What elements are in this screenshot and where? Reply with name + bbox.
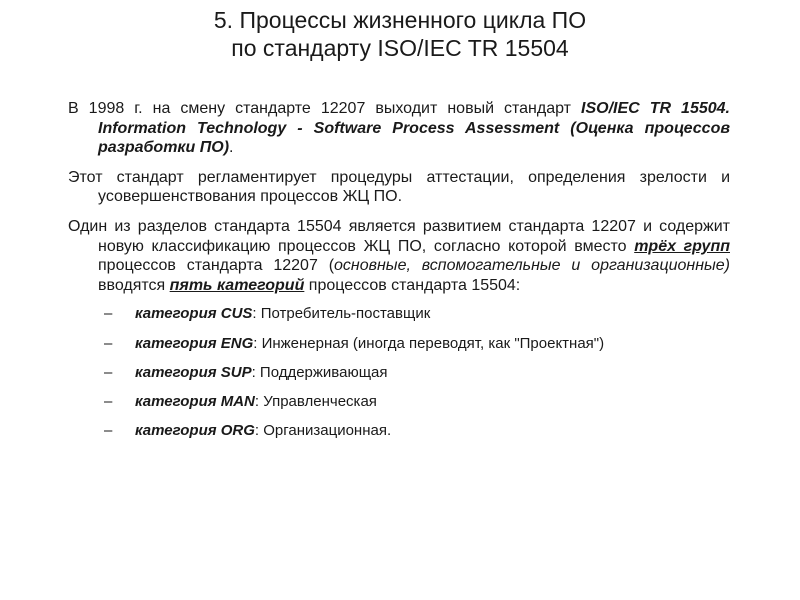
paragraph-3-text-d: процессов стандарта 15504: [304,276,521,294]
list-item-sup [104,364,730,382]
category-description: : Потребитель-поставщик [252,305,431,323]
group-names-italic: основные, вспомогательные и организационные) [334,257,730,275]
category-label: категория MAN [135,392,255,410]
five-categories-emphasis: пять категорий [169,276,305,294]
paragraph-3-text-a: Один из разделов стандарта 15504 является развитием стандарта 12207 и содержит новую классификацию процессов ЖЦ ПО, согласно которой вместо [68,217,730,255]
list-item-eng [104,335,730,353]
category-label: категория ENG [135,334,254,352]
list-item-man [104,393,730,411]
paragraph-standard-purpose [68,168,730,207]
bullet-dash: – [104,305,113,323]
bullet-dash: – [104,334,113,352]
category-description: : Управленческая [254,392,377,410]
paragraph-iso-15504-intro [68,99,730,158]
slide-title [0,6,800,62]
paragraph-1-end: . [229,139,234,157]
paragraph-2-text: Этот стандарт регламентирует процедуры аттестации, определения зрелости и усовершенствования процессов ЖЦ ПО. [68,168,730,206]
paragraph-3-text-b: процессов стандарта 12207 ( [98,257,335,275]
paragraph-1-text: В 1998 г. на смену стандарте 12207 выходит новый стандарт [68,100,582,117]
bullet-dash: – [104,392,113,410]
category-label: категория ORG [135,422,255,440]
category-description: : Организационная. [254,422,392,440]
category-label: категория SUP [135,363,252,381]
paragraph-3-text-c: вводятся [98,276,170,294]
three-groups-emphasis: трёх групп [634,237,730,255]
paragraph-classification [68,217,730,295]
bullet-dash: – [104,422,113,440]
title-line-2: по стандарту ISO/IEC TR 15504 [231,35,569,61]
title-line-1: 5. Процессы жизненного цикла ПО [213,7,587,33]
category-list [68,305,730,440]
list-item-cus [104,305,730,323]
category-label: категория CUS [135,305,253,323]
standard-name-emphasis: ISO/IEC TR 15504. Information Technology - Software Process Assessment (Оценка процессов разработки ПО) [98,100,730,157]
category-description: : Поддерживающая [251,363,388,381]
list-item-org [104,422,730,440]
bullet-dash: – [104,363,113,381]
slide-body [68,99,730,451]
category-description: : Инженерная (иногда переводят, как "Проектная") [253,334,605,352]
